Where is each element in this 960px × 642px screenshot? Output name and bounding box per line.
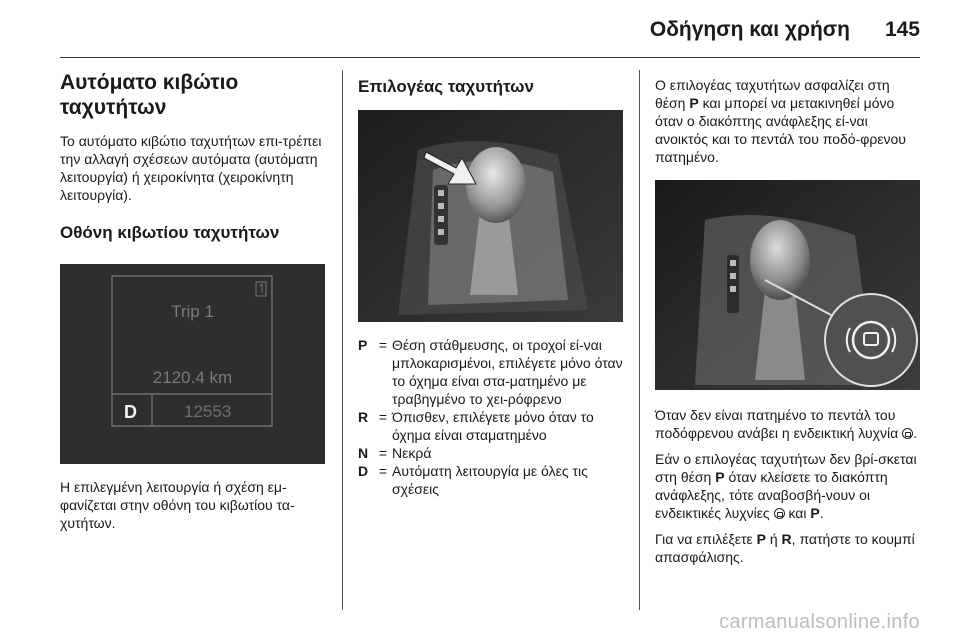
gear-indicator: D <box>124 402 137 422</box>
intro-paragraph: Το αυτόματο κιβώτιο ταχυτήτων επι-τρέπει την αλλαγή σχέσεων αυτόματα (αυτόματη λειτουργία) ή χειροκίνητα (χειροκίνητη λειτουργία). <box>60 133 322 203</box>
selector-heading: Επιλογέας ταχυτήτων <box>358 77 534 96</box>
definition-eq: = <box>378 445 388 461</box>
display-caption: Η επιλεγμένη λειτουργία ή σχέση εμ-φανίζεται στην οθόνη του κιβωτίου τα-χυτήτων. <box>60 479 295 531</box>
ignition-paragraph: Εάν ο επιλογέας ταχυτήτων δεν βρί-σκεται στη θέση P όταν κλείσετε το διακόπτη ανάφλεξης, τότε αναβοσβή-νουν οι ενδεικτικές λυχνίες και P. <box>655 451 917 521</box>
gear-selector-figure <box>358 110 623 322</box>
definition-item <box>358 408 623 444</box>
header-rule <box>60 57 920 58</box>
definition-item <box>358 444 623 462</box>
subsection-heading: Οθόνη κιβωτίου ταχυτήτων <box>60 223 280 242</box>
definition-key: N <box>358 445 369 461</box>
definition-key: P <box>358 337 368 353</box>
trip-distance: 2120.4 km <box>152 368 233 387</box>
section-heading: Αυτόματο κιβώτιο ταχυτήτων <box>60 71 239 119</box>
unlock-button-figure <box>655 180 920 390</box>
unlock-button-illustration <box>655 180 920 390</box>
column-divider-2 <box>639 70 640 610</box>
gear-definitions-list <box>358 336 623 498</box>
page-header-title: Οδήγηση και χρήση <box>649 18 850 41</box>
gear-selector-illustration <box>358 110 623 322</box>
definition-text: Αυτόματη λειτουργία με όλες τις σχέσεις <box>392 463 588 497</box>
trip-label: Trip 1 <box>171 302 214 321</box>
brake-pedal-lamp-icon <box>902 428 913 439</box>
definition-eq: = <box>378 463 388 479</box>
watermark: carmanualsonline.info <box>719 611 920 633</box>
lock-paragraph: Ο επιλογέας ταχυτήτων ασφαλίζει στη θέση P και μπορεί να μετακινηθεί μόνο όταν ο διακόπτης ανάφλεξης εί-ναι ανοικτός και το πεντάλ του ποδό-φρενου πατημένο. <box>655 77 906 165</box>
column-2 <box>358 70 623 498</box>
definition-item <box>358 462 623 498</box>
unlock-paragraph: Για να επιλέξετε P ή R, πατήστε το κουμπί απασφάλισης. <box>655 531 915 565</box>
brake-lamp-paragraph: Όταν δεν είναι πατημένο το πεντάλ του ποδόφρενου ανάβει η ενδεικτική λυχνία . <box>655 407 917 441</box>
definition-text: Νεκρά <box>392 445 432 461</box>
definition-key: R <box>358 409 369 425</box>
column-divider-1 <box>342 70 343 610</box>
definition-key: D <box>358 463 369 479</box>
column-1 <box>60 70 325 532</box>
definition-eq: = <box>378 409 388 425</box>
definition-text: Όπισθεν, επιλέγετε μόνο όταν το όχημα είναι σταματημένο <box>392 409 594 443</box>
odometer-value: 12553 <box>184 402 232 421</box>
gear-display-illustration <box>60 264 325 464</box>
definition-text: Θέση στάθμευσης, οι τροχοί εί-ναι μπλοκαρισμένοι, επιλέγετε μόνο όταν το όχημα είναι στα-ματημένο με τραβηγμένο το χει-ρόφρενο <box>392 337 623 407</box>
definition-item <box>358 336 623 408</box>
column-3 <box>655 76 920 566</box>
definition-eq: = <box>378 337 388 353</box>
page-number: 145 <box>884 18 920 41</box>
gear-display-figure <box>60 264 325 464</box>
brake-pedal-lamp-icon <box>774 508 785 519</box>
